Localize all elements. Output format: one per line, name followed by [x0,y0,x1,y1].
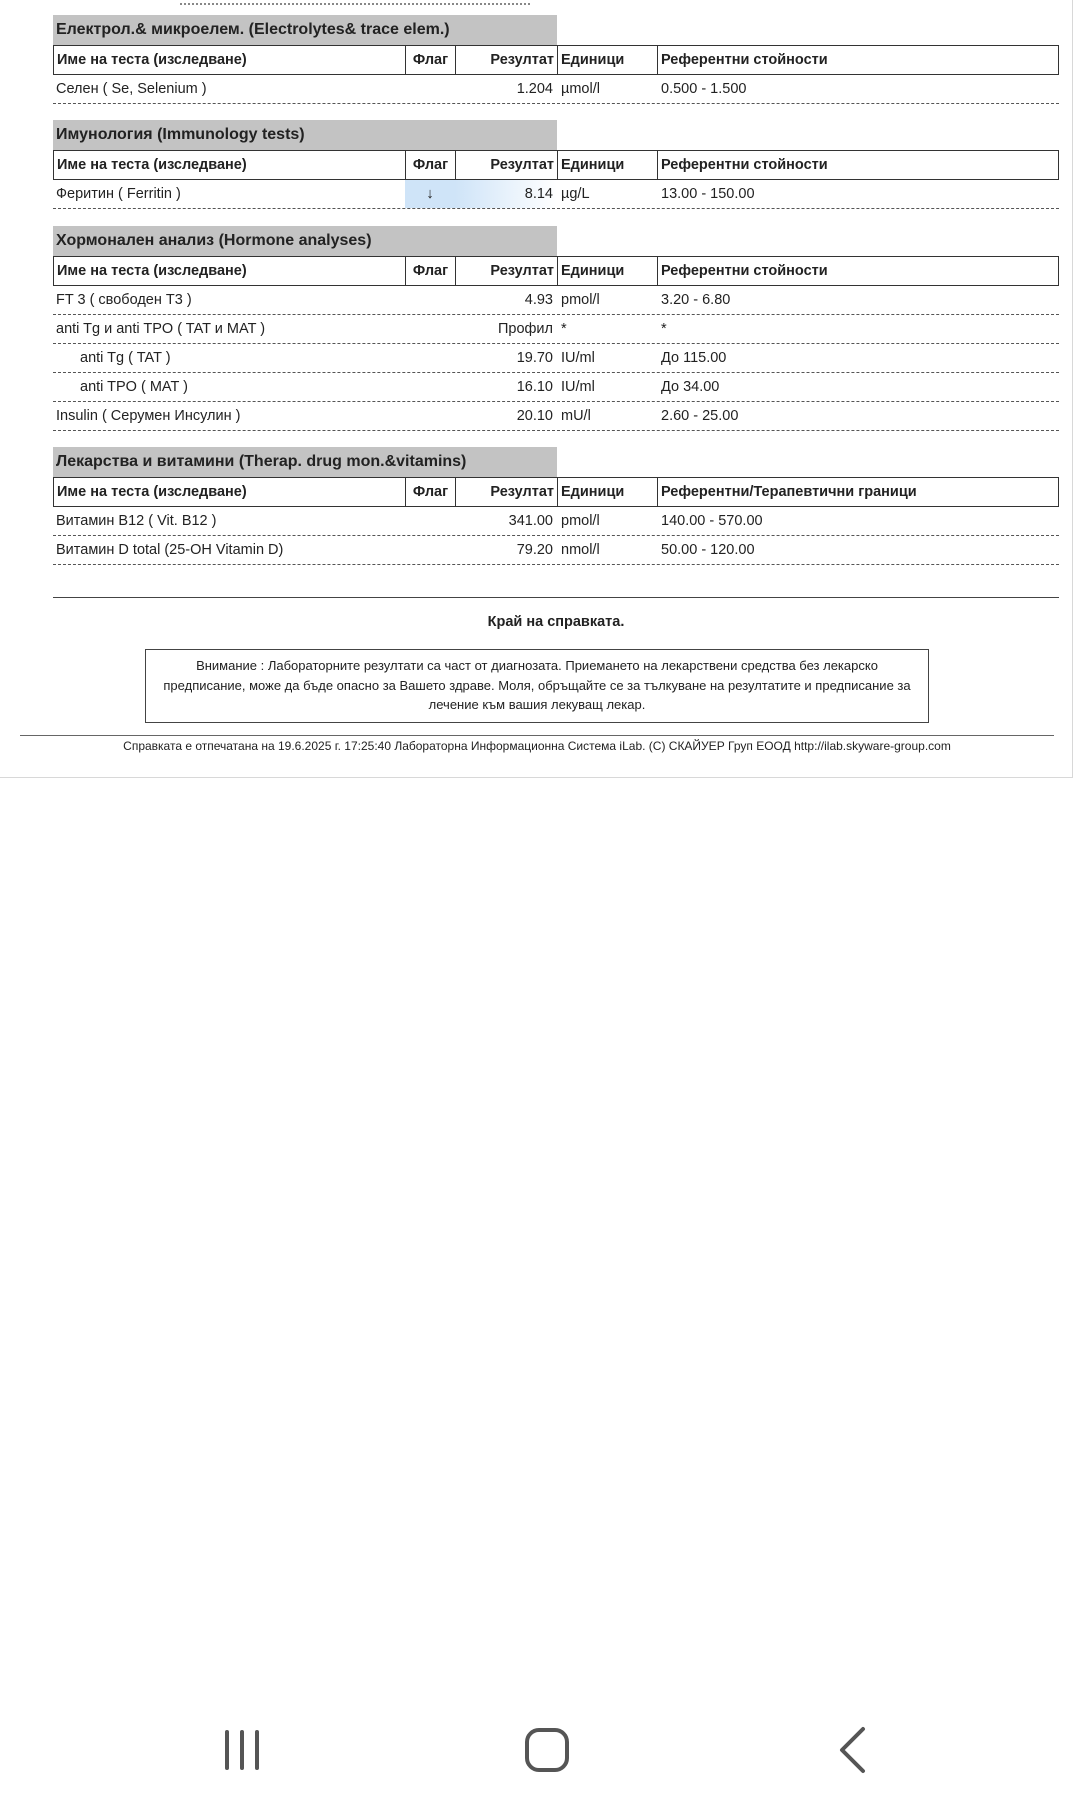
header-reference: Референтни стойности [661,52,828,68]
unit: IU/ml [561,350,595,366]
reference-range: 0.500 - 1.500 [661,81,747,97]
flag [405,344,455,372]
test-name: Селен ( Se, Selenium ) [56,81,207,97]
header-units: Единици [558,478,658,506]
result: 1.204 [516,81,553,97]
footer-print-info: Справката е отпечатана на 19.6.2025 г. 17:25:40 Лабораторна Информационна Система iLab. (C) СКАЙУЕР Груп ЕООД http://ilab.skyware-group.com [123,739,951,753]
result: 16.10 [516,379,553,395]
header-units: Единици [558,46,658,74]
header-flag: Флаг [406,257,456,285]
recent-apps-icon [220,1728,264,1772]
header-flag: Флаг [406,46,456,74]
recent-apps-button[interactable] [162,1700,322,1799]
header-units: Единици [558,257,658,285]
end-divider [53,597,1059,598]
table-header [53,45,1059,75]
result: Профил [497,321,553,337]
result: 79.20 [516,542,553,558]
table-header [53,150,1059,180]
table-row [53,315,1059,344]
unit: pmol/l [561,513,600,529]
header-result: Резултат [456,257,558,285]
test-name: Феритин ( Ferritin ) [56,186,181,202]
test-name: anti TPO ( MAT ) [80,379,188,395]
home-icon [524,1727,570,1773]
test-name: anti Tg ( TAT ) [80,350,171,366]
flag [405,402,455,430]
section-immunology [53,120,1059,209]
header-test-name: Име на теста (изследване) [54,478,406,506]
header-result: Резултат [456,151,558,179]
table-row [53,507,1059,536]
section-electrolytes [53,15,1059,104]
unit: µg/L [561,186,590,202]
table-header [53,256,1059,286]
table-row [53,373,1059,402]
header-test-name: Име на теста (изследване) [54,257,406,285]
section-hormones [53,226,1059,431]
warning-box: Внимание : Лабораторните резултати са част от диагнозата. Приемането на лекарствени средства без лекарско предписание, може да бъде опасно за Вашето здраве. Моля, обръщайте се за тълкуване на резултатите и предписание за лечение към вашия лекуващ лекар. [145,649,929,723]
flag [405,286,455,314]
section-title: Лекарства и витамини (Therap. drug mon.&vitamins) [53,447,557,477]
result: 341.00 [508,513,553,529]
unit: pmol/l [561,292,600,308]
reference-range: 3.20 - 6.80 [661,292,731,308]
lab-report-page [0,0,1073,778]
test-name: Insulin ( Серумен Инсулин ) [56,408,241,424]
header-result: Резултат [456,46,558,74]
back-button[interactable] [773,1700,933,1799]
header-result: Резултат [456,478,558,506]
result: 4.93 [524,292,553,308]
header-reference: Референтни стойности [661,157,828,173]
system-navigation-bar [0,1700,1080,1799]
flag [405,373,455,401]
reference-range: До 34.00 [661,379,720,395]
header-test-name: Име на теста (изследване) [54,46,406,74]
header-reference: Референтни стойности [661,263,828,279]
footer-divider [20,735,1054,736]
test-name: Витамин B12 ( Vit. B12 ) [56,513,217,529]
low-flag-arrow-icon: ↓ [405,180,455,208]
table-row [53,344,1059,373]
back-icon [837,1726,869,1774]
home-button[interactable] [467,1700,627,1799]
table-row [53,536,1059,565]
unit: nmol/l [561,542,600,558]
header-flag: Флаг [406,151,456,179]
result: 20.10 [516,408,553,424]
header-flag: Флаг [406,478,456,506]
section-title: Електрол.& микроелем. (Electrolytes& trace elem.) [53,15,557,45]
table-header [53,477,1059,507]
result: 19.70 [516,350,553,366]
table-row [53,75,1059,104]
reference-range: * [661,321,667,337]
reference-range: 13.00 - 150.00 [661,186,755,202]
unit: µmol/l [561,81,600,97]
reference-range: 50.00 - 120.00 [661,542,755,558]
test-name: FT 3 ( свободен Т3 ) [56,292,192,308]
unit: * [561,321,567,337]
unit: mU/l [561,408,591,424]
section-title: Хормонален анализ (Hormone analyses) [53,226,557,256]
reference-range: 140.00 - 570.00 [661,513,763,529]
header-reference: Референтни/Терапевтични граници [661,484,917,500]
table-row [53,180,1059,209]
reference-range: 2.60 - 25.00 [661,408,739,424]
flag [405,507,455,535]
end-of-report-text: Край на справката. [487,614,625,630]
section-drugs-vitamins [53,447,1059,565]
header-units: Единици [558,151,658,179]
test-name: Витамин D total (25-OH Vitamin D) [56,542,284,558]
table-row [53,286,1059,315]
section-title: Имунология (Immunology tests) [53,120,557,150]
result: 8.14 [455,180,557,208]
reference-range: До 115.00 [661,350,727,366]
flag [405,536,455,564]
cut-off-row-border [180,0,530,5]
test-name: anti Tg и anti TPO ( TAT и MAT ) [56,321,266,337]
unit: IU/ml [561,379,595,395]
header-test-name: Име на теста (изследване) [54,151,406,179]
table-row [53,402,1059,431]
flag [405,315,455,343]
flag [405,75,455,103]
